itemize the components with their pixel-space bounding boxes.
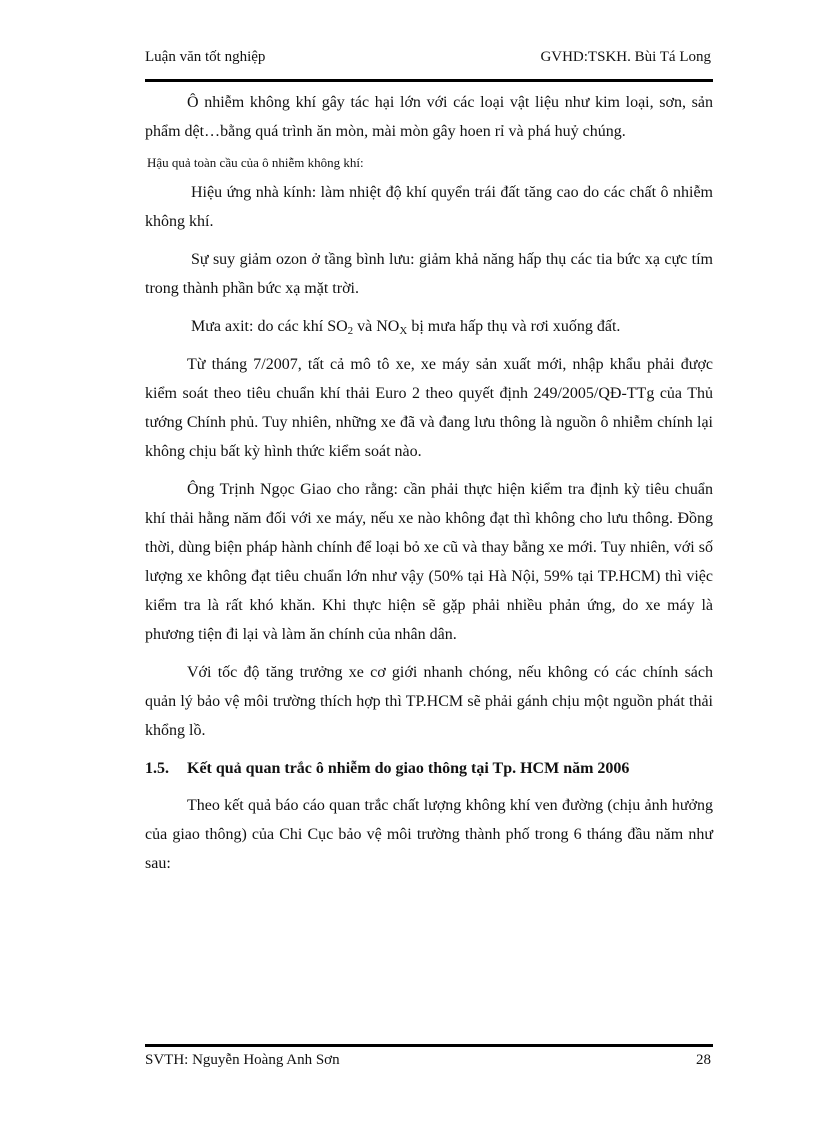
acid-rain-text-mid: và NO [353,318,400,335]
header-rule [145,79,713,82]
section-heading [145,754,713,783]
header-advisor: GVHD:TSKH. Bùi Tá Long [540,49,711,65]
paragraph-acid-rain [145,312,713,341]
acid-rain-text-pre: Mưa axit: do các khí SO [191,318,348,335]
paragraph-greenhouse-effect: Hiệu ứng nhà kính: làm nhiệt độ khí quyển trái đất tăng cao do các chất ô nhiễm không khí. [145,184,713,230]
acid-rain-text-post: bị mưa hấp thụ và rơi xuống đất. [407,318,621,335]
paragraph-euro2-regulation: Từ tháng 7/2007, tất cả mô tô xe, xe máy sản xuất mới, nhập khẩu phải được kiểm soát theo tiêu chuẩn khí thải Euro 2 theo quyết định 249/2005/QĐ-TTg của Thủ tướng Chính phủ. Tuy nhiên, những xe đã và đang lưu thông là nguồn ô nhiễm chính lại không chịu bất kỳ hình thức kiểm soát nào. [145,356,713,460]
acid-rain-sub-nox: X [399,325,408,337]
paragraph-emission-inspection: Ông Trịnh Ngọc Giao cho rằng: cần phải thực hiện kiểm tra định kỳ tiêu chuẩn khí thải hằng năm đối với xe máy, nếu xe nào không đạt thì không cho lưu thông. Đồng thời, dùng biện pháp hành chính để loại bỏ xe cũ và thay bằng xe mới. Tuy nhiên, với số lượng xe không đạt tiêu chuẩn lớn như vậy (50% tại Hà Nội, 59% tại TP.HCM) thì việc kiểm tra là rất khó khăn. Khi thực hiện sẽ gặp phải nhiều phản ứng, do xe máy là phương tiện đi lại và làm ăn chính của nhân dân. [145,481,713,643]
page-header [145,47,713,79]
footer-student: SVTH: Nguyễn Hoàng Anh Sơn [145,1052,340,1068]
page-content [145,88,713,887]
paragraph-ozone-depletion: Sự suy giảm ozon ở tầng bình lưu: giảm khả năng hấp thụ các tia bức xạ cực tím trong thành phần bức xạ mặt trời. [145,251,713,297]
paragraph-monitoring-results: Theo kết quả báo cáo quan trắc chất lượng không khí ven đường (chịu ảnh hưởng của giao thông) của Chi Cục bảo vệ môi trường thành phố trong 6 tháng đầu năm như sau: [145,797,713,872]
page-number: 28 [696,1052,711,1068]
paragraph-material-damage: Ô nhiễm không khí gây tác hại lớn với các loại vật liệu như kim loại, sơn, sản phẩm dệt…bằng quá trình ăn mòn, mài mòn gây hoen rỉ và phá huỷ chúng. [145,94,713,140]
header-thesis-label: Luận văn tốt nghiệp [145,49,266,65]
acid-rain-sub-so2: 2 [347,325,354,337]
section-title: Kết quả quan trắc ô nhiễm do giao thông tại Tp. HCM năm 2006 [187,760,630,777]
footer-rule [145,1044,713,1047]
paragraph-growth-warning: Với tốc độ tăng trưởng xe cơ giới nhanh chóng, nếu không có các chính sách quản lý bảo vệ môi trường thích hợp thì TP.HCM sẽ phải gánh chịu một nguồn phát thải khổng lồ. [145,664,713,739]
paragraph-global-consequences-label: Hậu quả toàn cầu của ô nhiễm không khí: [147,155,364,170]
section-number: 1.5. [145,760,169,777]
